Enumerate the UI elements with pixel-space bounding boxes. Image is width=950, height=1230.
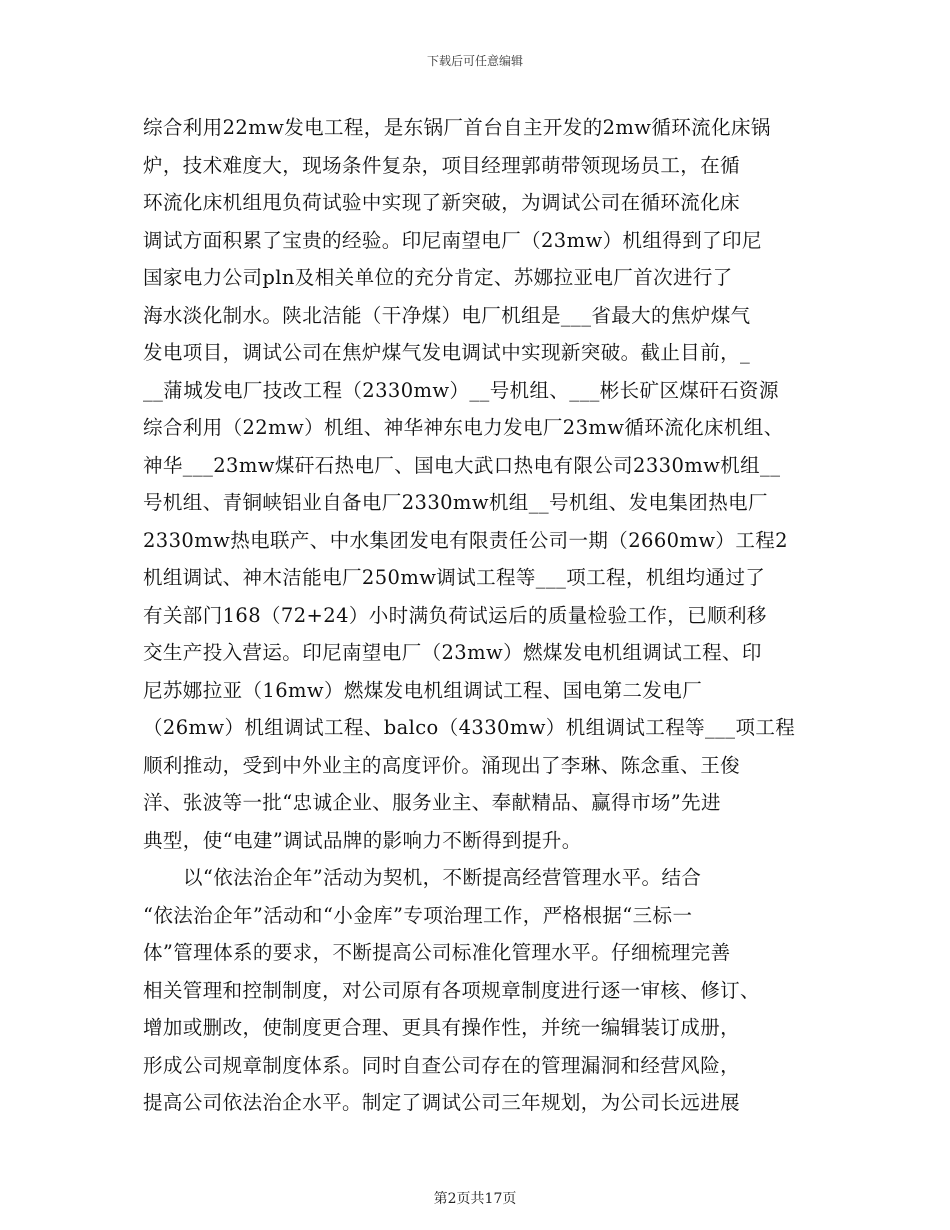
text-line-23: 体”管理体系的要求，不断提高公司标准化管理水平。仔细梳理完善: [143, 941, 731, 964]
text-line-14: 有关部门168（72+24）小时满负荷试运后的质量检验工作，已顺利移: [143, 603, 767, 627]
text-line-19: 洋、张波等一批“忠诚企业、服务业主、奉献精品、赢得市场”先进: [143, 791, 721, 814]
text-line-21-paragraph-start: 以“依法治企年”活动为契机，不断提高经营管理水平。结合: [183, 866, 702, 889]
text-line-15: 交生产投入营运。印尼南望电厂（23mw）燃煤发电机组调试工程、印: [143, 641, 762, 664]
text-line-7: 发电项目，调试公司在焦炉煤气发电调试中实现新突破。截止目前，_: [143, 341, 751, 364]
text-line-13: 机组调试、神木洁能电厂250mw调试工程等___项工程，机组均通过了: [143, 566, 766, 589]
text-line-10: 神华___23mw煤矸石热电厂、国电大武口热电有限公司2330mw机组__: [143, 453, 781, 477]
text-line-20: 典型，使“电建”调试品牌的影响力不断得到提升。: [143, 828, 582, 852]
text-line-4: 调试方面积累了宝贵的经验。印尼南望电厂（23mw）机组得到了印尼: [143, 228, 762, 252]
text-line-17: （26mw）机组调试工程、balco（4330mw）机组调试工程等___项工程: [143, 716, 796, 739]
text-line-22: “依法治企年”活动和“小金库”专项治理工作，严格根据“三标一: [143, 903, 693, 927]
text-line-9: 综合利用（22mw）机组、神华神东电力发电厂23mw循环流化床机组、: [143, 416, 784, 439]
text-line-2: 炉，技术难度大，现场条件复杂，项目经理郭萌带领现场员工，在循: [143, 153, 741, 177]
text-line-27: 提高公司依法治企水平。制定了调试公司三年规划，为公司长远进展: [143, 1091, 741, 1114]
text-line-5: 国家电力公司pln及相关单位的充分肯定、苏娜拉亚电厂首次进行了: [143, 266, 733, 289]
text-line-18: 顺利推动，受到中外业主的高度评价。涌现出了李琳、陈念重、王俊: [143, 753, 741, 777]
text-line-6: 海水淡化制水。陕北洁能（干净煤）电厂机组是___省最大的焦炉煤气: [143, 303, 751, 327]
text-line-11: 号机组、青铜峡铝业自备电厂2330mw机组__号机组、发电集团热电厂: [143, 491, 768, 514]
text-line-24: 相关管理和控制制度，对公司原有各项规章制度进行逐一审核、修订、: [143, 978, 760, 1002]
text-line-26: 形成公司规章制度体系。同时自查公司存在的管理漏洞和经营风险，: [143, 1053, 741, 1077]
text-line-3: 环流化床机组甩负荷试验中实现了新突破，为调试公司在循环流化床: [143, 191, 741, 214]
page-footer-number: 第2页共17页: [433, 1191, 517, 1207]
body-text: [143, 109, 807, 1122]
page-header-note: 下载后可任意编辑: [426, 54, 523, 68]
text-line-1: 综合利用22mw发电工程，是东锅厂首台自主开发的2mw循环流化床锅: [143, 116, 771, 139]
text-line-25: 增加或删改，使制度更合理、更具有操作性，并统一编辑装订成册，: [143, 1016, 741, 1039]
text-line-16: 尼苏娜拉亚（16mw）燃煤发电机组调试工程、国电第二发电厂: [143, 678, 703, 702]
text-line-8: __蒲城发电厂技改工程（2330mw）__号机组、___彬长矿区煤矸石资源: [143, 378, 779, 402]
text-line-12: 2330mw热电联产、中水集团发电有限责任公司一期（2660mw）工程2: [143, 528, 788, 552]
